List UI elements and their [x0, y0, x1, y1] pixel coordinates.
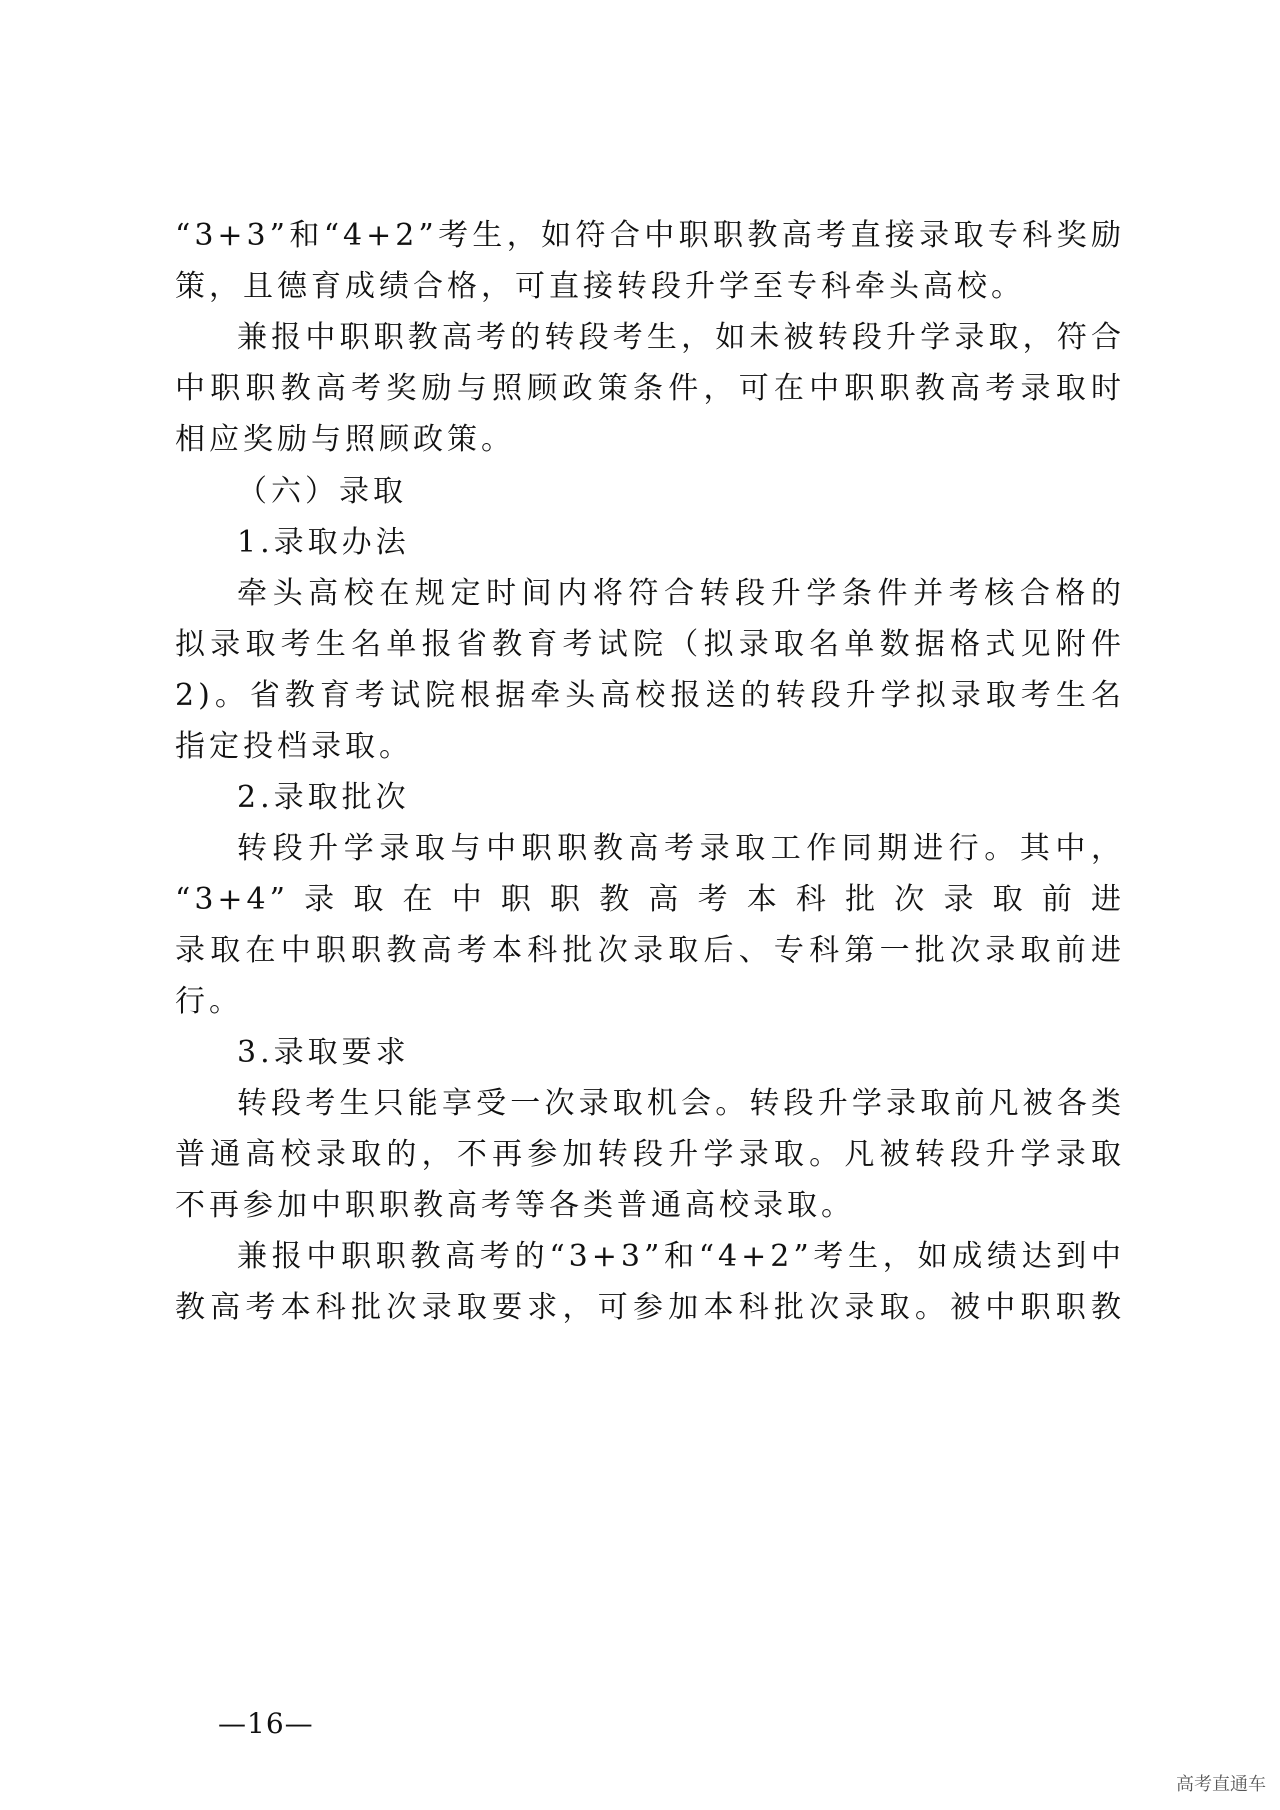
subsection-heading: 1.录取办法 [237, 525, 410, 560]
section-heading: （六）录取 [237, 474, 407, 509]
paragraph-line: 兼报中职职教高考的“3+3”和“4+2”考生，如成绩达到中 [237, 1239, 1125, 1274]
paragraph-line: 指定投档录取。 [175, 729, 413, 764]
watermark: 高考直通车 [1176, 1774, 1266, 1795]
paragraph-line: 策，且德育成绩合格，可直接转段升学至专科牵头高校。 [175, 269, 1025, 304]
subsection-heading: 2.录取批次 [237, 780, 410, 815]
paragraph-line: 转段升学录取与中职职教高考录取工作同期进行。其中， [237, 831, 1125, 866]
paragraph-line: 兼报中职职教高考的转段考生，如未被转段升学录取，符合 [237, 320, 1125, 355]
paragraph-line: 牵头高校在规定时间内将符合转段升学条件并考核合格的 [237, 576, 1125, 611]
subsection-heading: 3.录取要求 [237, 1035, 410, 1070]
paragraph-line: 普通高校录取的，不再参加转段升学录取。凡被转段升学录取 [175, 1137, 1125, 1172]
paragraph-line: 不再参加中职职教高考等各类普通高校录取。 [175, 1188, 855, 1223]
paragraph-line: 2)。省教育考试院根据牵头高校报送的转段升学拟录取考生名 [175, 678, 1125, 713]
paragraph-line: 行。 [175, 984, 243, 1019]
paragraph-line: 拟录取考生名单报省教育考试院（拟录取名单数据格式见附件 [175, 627, 1125, 662]
paragraph-line: 录取在中职职教高考本科批次录取后、专科第一批次录取前进 [175, 933, 1125, 968]
paragraph-line: 相应奖励与照顾政策。 [175, 422, 515, 457]
paragraph-line: 教高考本科批次录取要求，可参加本科批次录取。被中职职教 [175, 1290, 1125, 1325]
paragraph-line: 中职职教高考奖励与照顾政策条件，可在中职职教高考录取时 [175, 371, 1125, 406]
page-number: —16— [218, 1707, 314, 1740]
paragraph-line: “3+4”录取在中职职教高考本科批次录取前进 [175, 882, 1125, 917]
paragraph-line: “3+3”和“4+2”考生，如符合中职职教高考直接录取专科奖励 [175, 218, 1125, 253]
paragraph-line: 转段考生只能享受一次录取机会。转段升学录取前凡被各类 [237, 1086, 1125, 1121]
